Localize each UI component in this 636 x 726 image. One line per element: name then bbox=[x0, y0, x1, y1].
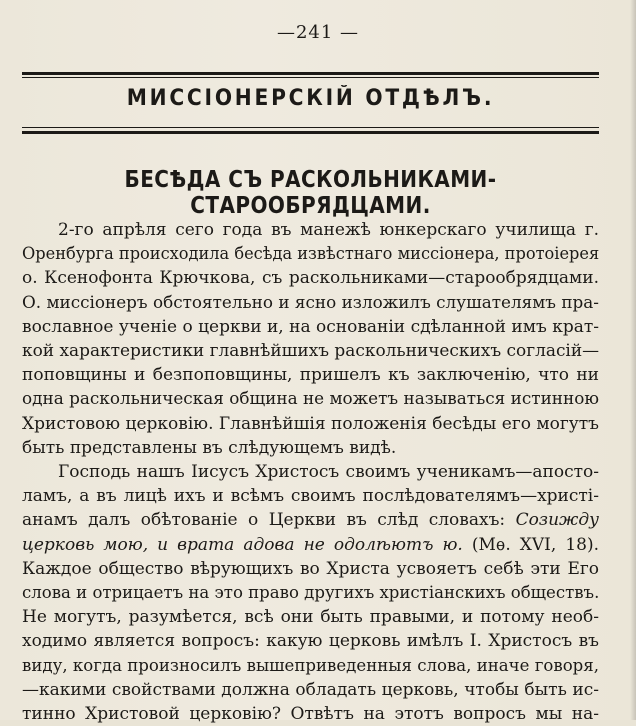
top-rule-thin bbox=[22, 77, 599, 78]
bottom-rule-thin bbox=[22, 127, 599, 128]
bottom-rule-thick bbox=[22, 131, 599, 134]
italic-quote: церковь мою, и врата адова не одолѣютъ ю. bbox=[22, 534, 463, 555]
text-line: ходимо является вопросъ: какую церковь имѣлъ І. Христосъ въ bbox=[22, 631, 599, 652]
text-line: быть представлены въ слѣдующемъ видѣ. bbox=[22, 437, 397, 458]
article-title: БЕСѢДА СЪ РАСКОЛЬНИКАМИ-СТАРООБРЯДЦАМИ. bbox=[124, 167, 497, 219]
text-line: одна раскольническая община не можетъ называться истинною bbox=[22, 389, 600, 410]
text-line: вославное ученіе о церкви и, на основаніи сдѣланной имъ крат- bbox=[22, 316, 599, 337]
section-title: МИССІОНЕРСКІЙ ОТДѢЛЪ. bbox=[126, 86, 495, 111]
italic-quote: Созижду bbox=[515, 510, 599, 531]
text-line: тинно Христовой церковію? Отвѣтъ на этотъ вопросъ мы на- bbox=[22, 704, 599, 725]
text-line: кой характеристики главнѣйшихъ раскольническихъ согласій— bbox=[22, 341, 600, 362]
text-line: церковь мою, и врата адова не одолѣютъ ю. (Мѳ. XVI, 18). bbox=[22, 534, 599, 555]
article-body bbox=[22, 218, 599, 726]
text-line: Господь нашъ Іисусъ Христосъ своимъ ученикамъ—апосто- bbox=[58, 462, 599, 483]
text-line: виду, когда произносилъ вышеприведенныя слова, иначе говоря, bbox=[22, 655, 600, 676]
text-line: О. миссіонеръ обстоятельно и ясно изложилъ слушателямъ пра- bbox=[22, 292, 599, 313]
text-line: 2-го апрѣля сего года въ манежѣ юнкерскаго училища г. bbox=[58, 220, 599, 240]
text-line: —какими свойствами должна обладать церковь, чтобы быть ис- bbox=[22, 679, 599, 700]
text-line: ламъ, а въ лицѣ ихъ и всѣмъ своимъ послѣдователямъ—христі- bbox=[22, 486, 599, 507]
text-line: анамъ далъ обѣтованіе о Церкви въ слѣд словахъ: Созижду bbox=[22, 510, 599, 531]
text-line: поповщины и безпоповщины, пришелъ къ заключенію, что ни bbox=[22, 365, 599, 386]
text-line: слова и отрицаетъ на это право другихъ христіанскихъ обществъ. bbox=[22, 583, 600, 604]
page-number: —241 — bbox=[276, 22, 360, 43]
text-line: Оренбурга происходила бесѣда извѣстнаго миссіонера, протоіерея bbox=[22, 244, 600, 265]
text-line: о. Ксенофонта Крючкова, съ раскольниками—старообрядцами. bbox=[22, 268, 599, 289]
text-line: Каждое общество вѣрующихъ во Христа усвояетъ себѣ эти Его bbox=[22, 558, 599, 579]
text-line: Христовою церковію. Главнѣйшія положенія бесѣды его могутъ bbox=[22, 413, 599, 434]
page-edge-shadow bbox=[630, 0, 636, 720]
text-line: Не могутъ, разумѣется, всѣ они быть правыми, и потому необ- bbox=[22, 607, 599, 628]
top-rule-thick bbox=[22, 72, 599, 75]
